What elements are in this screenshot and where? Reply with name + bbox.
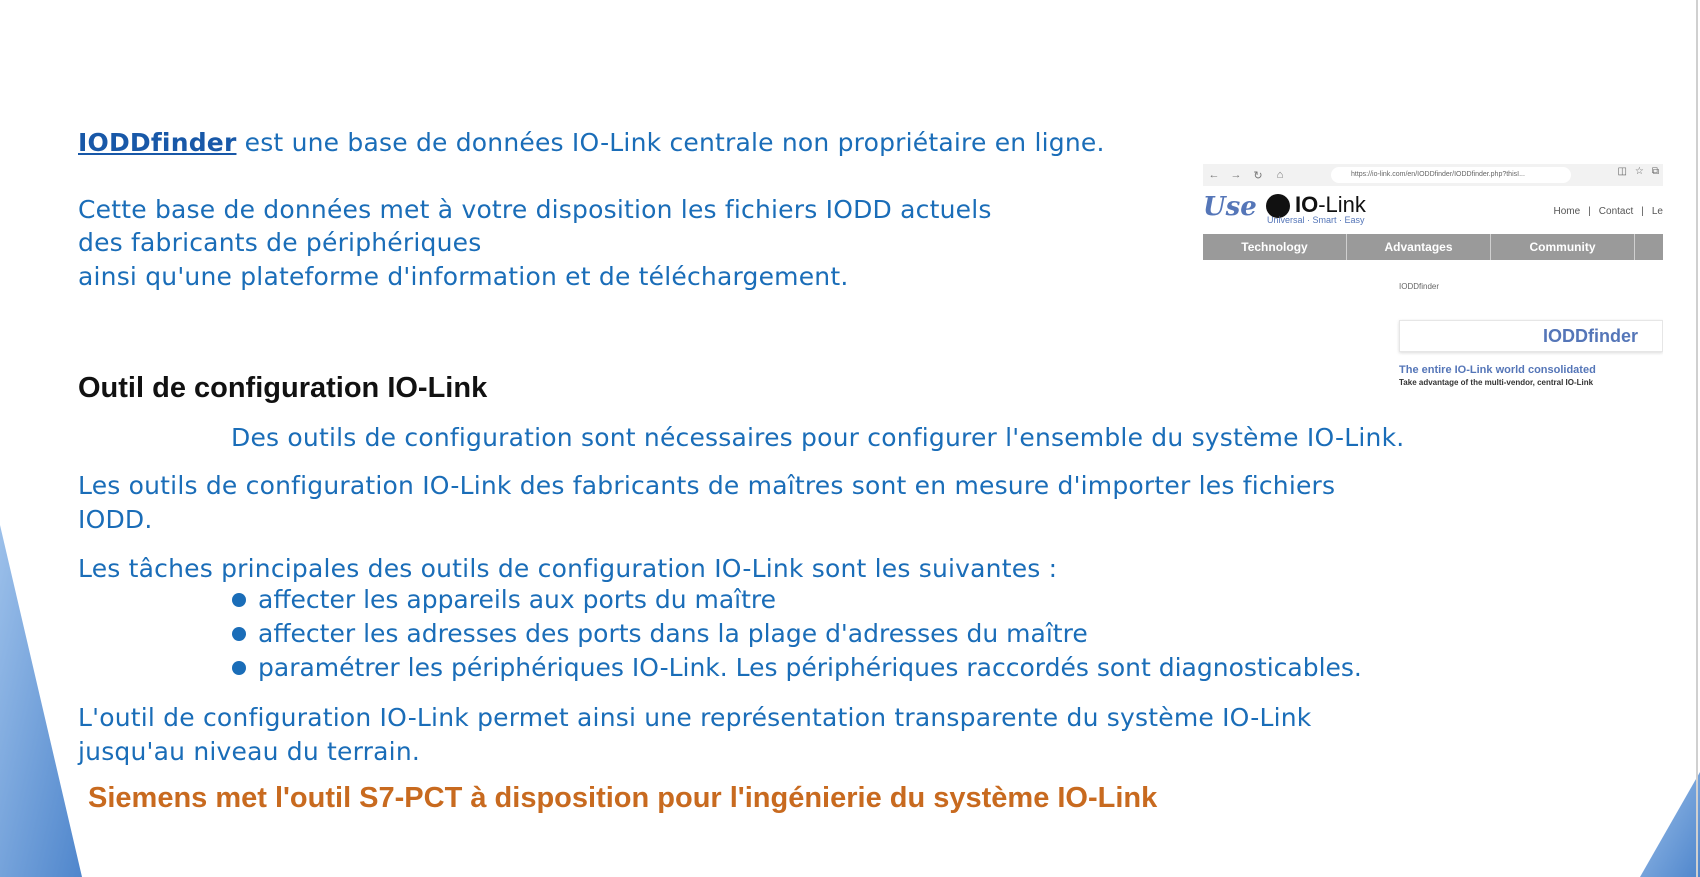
tagline: The entire IO-Link world consolidated: [1399, 364, 1596, 376]
closing-line-2: jusqu'au niveau du terrain.: [78, 737, 421, 766]
forward-icon[interactable]: →: [1230, 169, 1242, 181]
home-icon[interactable]: ⌂: [1276, 169, 1284, 181]
nav-sep: |: [1641, 206, 1644, 217]
bullet-text: paramétrer les périphériques IO-Link. Les périphériques raccordés sont diagnosticables.: [258, 653, 1362, 682]
bullet-dot-icon: [232, 627, 246, 641]
closing-line-1: L'outil de configuration IO-Link permet ainsi une représentation transparente du système IO-Link: [78, 703, 1312, 732]
indented-line: Des outils de configuration sont nécessaires pour configurer l'ensemble du système IO-Link.: [231, 423, 1405, 452]
tools-line-2: IODD.: [78, 505, 153, 534]
nav-contact[interactable]: Contact: [1598, 206, 1634, 217]
bullet-dot-icon: [232, 661, 246, 675]
logo-io: IO: [1295, 192, 1319, 217]
collections-icon[interactable]: ⧉: [1651, 166, 1659, 177]
left-triangle: [0, 525, 82, 877]
logo-subtitle: Universal · Smart · Easy: [1267, 215, 1365, 225]
menu-community[interactable]: Community: [1491, 234, 1635, 260]
nav-legal[interactable]: Le: [1651, 206, 1663, 217]
nav-home[interactable]: Home: [1553, 206, 1581, 217]
bullet-text: affecter les adresses des ports dans la plage d'adresses du maître: [258, 619, 1088, 648]
ioddfinder-box-title: IODDfinder: [1542, 326, 1638, 346]
intro-line-1-text: est une base de données IO-Link centrale non propriétaire en ligne.: [236, 128, 1105, 157]
favorite-icon[interactable]: ☆: [1634, 166, 1644, 177]
right-triangle: [1640, 772, 1700, 877]
intro-line-1: [78, 126, 1105, 160]
main-menu: [1203, 234, 1663, 260]
logo-use-text: Use: [1203, 192, 1257, 222]
tagline-sub: Take advantage of the multi-vendor, central IO-Link: [1399, 378, 1594, 387]
siemens-statement: Siemens met l'outil S7-PCT à disposition pour l'ingénierie du système IO-Link: [88, 782, 1158, 814]
menu-advantages[interactable]: Advantages: [1347, 234, 1491, 260]
bullet-item: [232, 653, 1362, 682]
bullet-dot-icon: [232, 593, 246, 607]
nav-sep: |: [1588, 206, 1591, 217]
section-heading: Outil de configuration IO-Link: [78, 372, 488, 404]
breadcrumb[interactable]: IODDfinder: [1399, 282, 1440, 291]
back-icon[interactable]: ←: [1208, 169, 1220, 181]
ioddfinder-link[interactable]: IODDfinder: [78, 128, 237, 157]
intro-para-line-2: des fabricants de périphériques: [78, 228, 482, 257]
bullet-text: affecter les appareils aux ports du maître: [258, 585, 777, 614]
address-bar[interactable]: https://io-link.com/en/IODDfinder/IODDfinder.php?thisI...: [1331, 167, 1571, 183]
tools-line-1: Les outils de configuration IO-Link des fabricants de maîtres sont en mesure d'importer les fichiers: [78, 471, 1336, 500]
top-nav: [1554, 206, 1664, 217]
browser-toolbar-right: [1617, 166, 1659, 177]
browser-screenshot: [1203, 164, 1663, 394]
ioddfinder-box: [1399, 320, 1663, 352]
bullet-item: [232, 585, 776, 614]
bullet-item: [232, 619, 1088, 648]
intro-para-line-3: ainsi qu'une plateforme d'information et de téléchargement.: [78, 262, 849, 291]
tasks-intro: Les tâches principales des outils de configuration IO-Link sont les suivantes :: [78, 554, 1058, 583]
menu-technology[interactable]: Technology: [1203, 234, 1347, 260]
intro-para-line-1: Cette base de données met à votre disposition les fichiers IODD actuels: [78, 195, 992, 224]
refresh-icon[interactable]: ↻: [1253, 169, 1263, 182]
reader-icon[interactable]: ◫: [1617, 166, 1627, 177]
logo-link: -Link: [1318, 192, 1366, 217]
